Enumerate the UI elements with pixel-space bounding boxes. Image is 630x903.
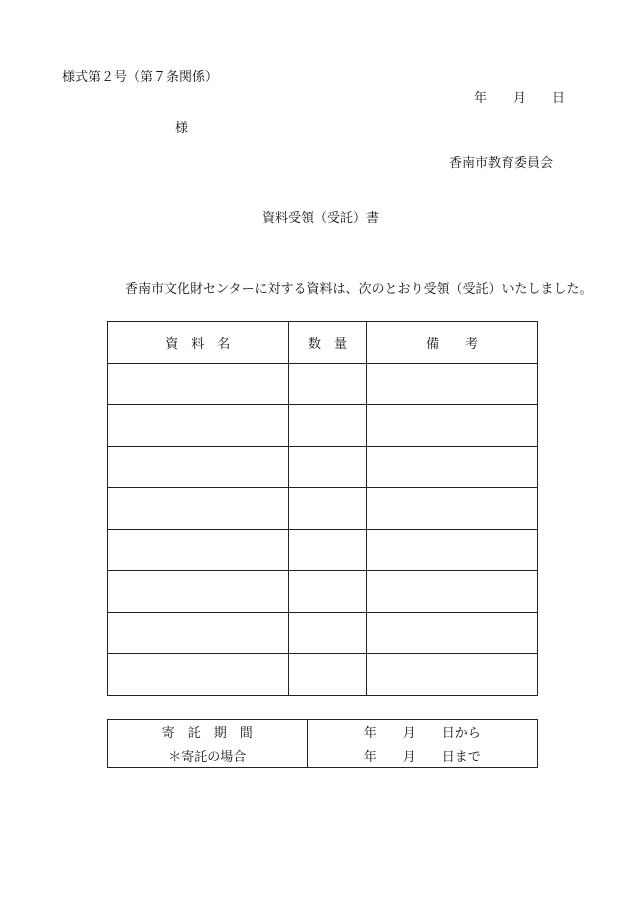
deposit-period-label: 寄 託 期 間: [108, 720, 308, 744]
deposit-row-from: [108, 720, 538, 744]
quantity-cell[interactable]: [288, 405, 367, 447]
header-material-name: 資 料 名: [108, 322, 289, 364]
remarks-cell[interactable]: [367, 488, 538, 530]
quantity-cell[interactable]: [288, 529, 367, 571]
document-title: 資料受領（受託）書: [262, 211, 380, 226]
material-name-cell[interactable]: [108, 446, 289, 488]
remarks-cell[interactable]: [367, 654, 538, 696]
material-name-cell[interactable]: [108, 488, 289, 530]
quantity-cell[interactable]: [288, 612, 367, 654]
deposit-from-date[interactable]: 年 月 日から: [307, 720, 537, 744]
table-row: [108, 612, 538, 654]
quantity-cell[interactable]: [288, 488, 367, 530]
remarks-cell[interactable]: [367, 446, 538, 488]
table-row: [108, 654, 538, 696]
date-day: 日: [552, 91, 566, 106]
remarks-cell[interactable]: [367, 612, 538, 654]
statement-text: 香南市文化財センターに対する資料は、次のとおり受領（受託）いたしました。: [125, 282, 593, 297]
materials-table: [107, 321, 538, 696]
deposit-row-to: [108, 744, 538, 768]
remarks-cell[interactable]: [367, 529, 538, 571]
quantity-cell[interactable]: [288, 654, 367, 696]
recipient-suffix: 様: [175, 121, 189, 136]
table-row: [108, 446, 538, 488]
date-month: 月: [513, 91, 527, 106]
material-name-cell[interactable]: [108, 612, 289, 654]
header-remarks: 備 考: [367, 322, 538, 364]
material-name-cell[interactable]: [108, 529, 289, 571]
material-name-cell[interactable]: [108, 363, 289, 405]
table-row: [108, 571, 538, 613]
form-number: 様式第２号（第７条関係）: [62, 70, 219, 85]
remarks-cell[interactable]: [367, 363, 538, 405]
quantity-cell[interactable]: [288, 363, 367, 405]
table-row: [108, 529, 538, 571]
quantity-cell[interactable]: [288, 571, 367, 613]
quantity-cell[interactable]: [288, 446, 367, 488]
table-row: [108, 405, 538, 447]
deposit-period-table: [107, 719, 538, 768]
header-quantity: 数 量: [288, 322, 367, 364]
deposit-to-date[interactable]: 年 月 日まで: [307, 744, 537, 768]
deposit-note: ＊寄託の場合: [108, 744, 308, 768]
issuer-name: 香南市教育委員会: [449, 156, 554, 171]
material-name-cell[interactable]: [108, 654, 289, 696]
table-row: [108, 488, 538, 530]
material-name-cell[interactable]: [108, 405, 289, 447]
material-name-cell[interactable]: [108, 571, 289, 613]
date-line: [474, 87, 565, 106]
remarks-cell[interactable]: [367, 405, 538, 447]
table-header-row: [108, 322, 538, 364]
table-row: [108, 363, 538, 405]
date-year: 年: [474, 91, 488, 106]
remarks-cell[interactable]: [367, 571, 538, 613]
